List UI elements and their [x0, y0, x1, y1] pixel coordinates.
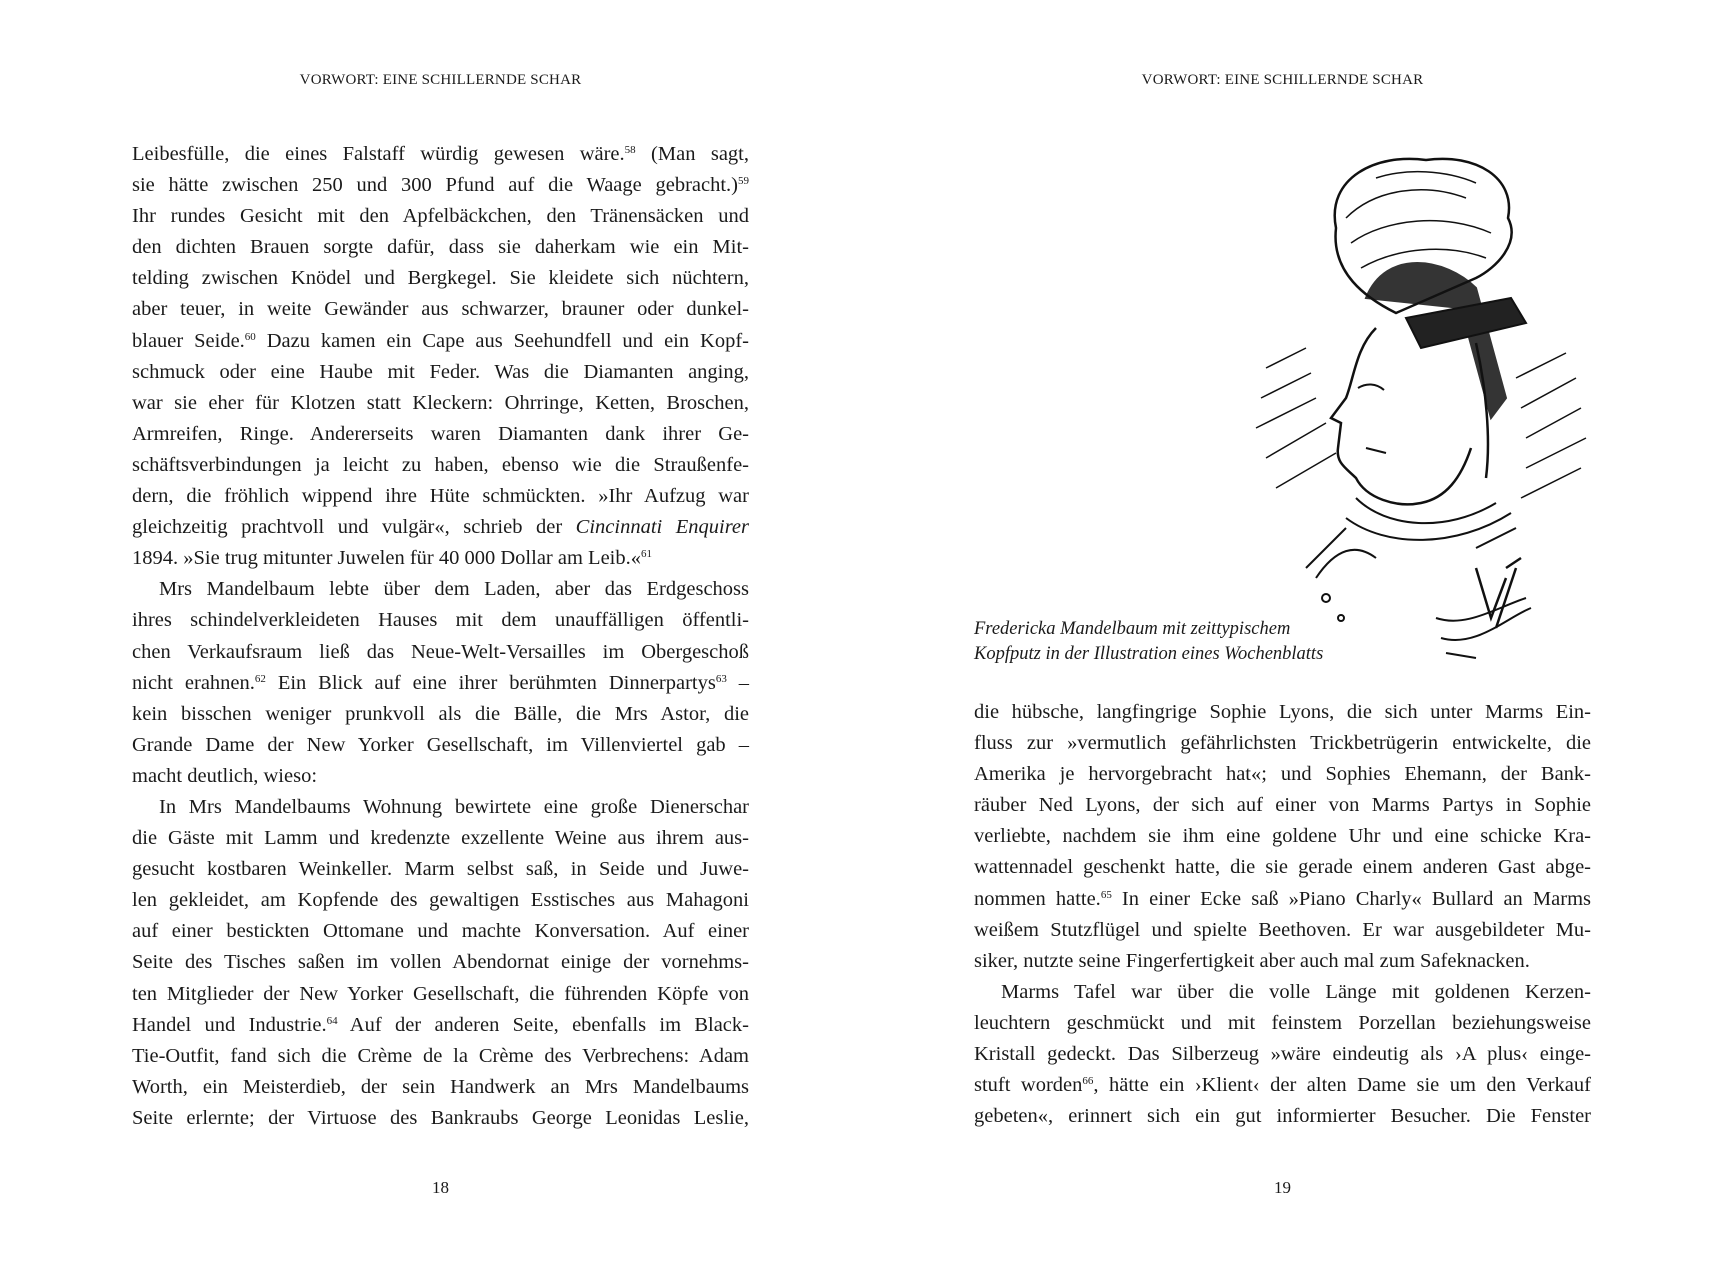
text-line: räuber Ned Lyons, der sich auf einer von Marms Partys in Sophie	[974, 794, 1591, 817]
text-line: fluss zur »vermutlich gefährlichsten Trickbetrügerin entwickelte, die	[974, 732, 1591, 755]
text-line: war sie eher für Klotzen statt Kleckern: Ohrringe, Ketten, Broschen,	[132, 391, 749, 414]
text-line: macht deutlich, wieso:	[132, 764, 318, 787]
text-line: Tie-Outfit, fand sich die Crème de la Crème des Verbrechens: Adam	[132, 1044, 749, 1067]
text-line: gesucht kostbaren Weinkeller. Marm selbst saß, in Seide und Juwe-	[132, 858, 749, 881]
text-line: ihres schindelverkleideten Hauses mit dem unauffälligen öffentli-	[132, 609, 749, 632]
text-line: aber teuer, in weite Gewänder aus schwarzer, brauner oder dunkel-	[132, 298, 749, 321]
text-line: schäftsverbindungen ja leicht zu haben, ebenso wie die Straußenfe-	[132, 453, 749, 476]
text-line: Amerika je hervorgebracht hat«; und Sophies Ehemann, der Bank-	[974, 763, 1591, 786]
text-line: stuft worden$^{66}$, hätte ein ›Klient‹ der alten Dame sie um den Verkauf	[974, 1074, 1591, 1097]
footnote-ref: 61	[641, 548, 652, 561]
page-number: 18	[432, 1178, 449, 1197]
caption-line: Kopfputz in der Illustration eines Wochenblatts	[974, 644, 1324, 664]
text-line: 1894. »Sie trug mitunter Juwelen für 40 000 Dollar am Leib.«$^{61}$	[132, 547, 652, 570]
text-line: nicht erahnen.$^{62}$ Ein Blick auf eine ihrer berühmten Dinnerpartys$^{63}$ –	[132, 671, 749, 694]
text-line: dern, die fröhlich wippend ihre Hüte schmückten. »Ihr Aufzug war	[132, 485, 749, 508]
text-line: ten Mitglieder der New Yorker Gesellschaft, die führenden Köpfe von	[132, 982, 749, 1005]
text-line: Kristall gedeckt. Das Silberzeug »wäre eindeutig als ›A plus‹ einge-	[974, 1043, 1591, 1066]
footnote-ref: 66	[1082, 1075, 1094, 1088]
footnote-ref: 63	[715, 672, 727, 685]
text-line: den dichten Brauen sorgte dafür, dass sie daherkam wie ein Mit-	[132, 236, 749, 259]
text-line: Grande Dame der New Yorker Gesellschaft, im Villenviertel gab –	[132, 733, 749, 756]
footnote-ref: 65	[1100, 888, 1112, 901]
text-line: Mrs Mandelbaum lebte über dem Laden, aber das Erdgeschoss	[159, 578, 749, 601]
text-line: Ihr rundes Gesicht mit den Apfelbäckchen, den Tränensäcken und	[132, 205, 749, 228]
text-line: Leibesfülle, die eines Falstaff würdig gewesen wäre.$^{58}$ (Man sagt,	[132, 143, 749, 165]
text-line: chen Verkaufsraum ließ das Neue-Welt-Versailles im Obergeschoß	[132, 640, 749, 663]
footnote-ref: 58	[624, 144, 636, 156]
text-line: gebeten«, erinnert sich ein gut informierter Besucher. Die Fenster	[974, 1105, 1591, 1128]
running-header: VORWORT: EINE SCHILLERNDE SCHAR	[1141, 72, 1424, 88]
text-line: nommen hatte.$^{65}$ In einer Ecke saß »Piano Charly« Bullard an Marms	[974, 887, 1591, 910]
text-line: die Gäste mit Lamm und kredenzte exzellente Weine aus ihrem aus-	[132, 827, 749, 850]
footnote-ref: 60	[244, 330, 256, 343]
running-header: VORWORT: EINE SCHILLERNDE SCHAR	[299, 72, 582, 88]
portrait-illustration	[1246, 148, 1592, 668]
caption-line: Fredericka Mandelbaum mit zeittypischem	[974, 619, 1291, 639]
text-line: schmuck oder eine Haube mit Feder. Was die Diamanten anging,	[132, 360, 749, 383]
text-line: die hübsche, langfingrige Sophie Lyons, die sich unter Marms Ein-	[974, 701, 1591, 723]
text-line: telding zwischen Knödel und Bergkegel. Sie kleidete sich nüchtern,	[132, 267, 749, 290]
text-line: kein bisschen weniger prunkvoll als die Bälle, die Mrs Astor, die	[132, 702, 749, 725]
text-line: blauer Seide.$^{60}$ Dazu kamen ein Cape aus Seehundfell und ein Kopf-	[132, 329, 749, 352]
text-line: Seite erlernte; der Virtuose des Bankraubs George Leonidas Leslie,	[132, 1106, 749, 1129]
text-line: Seite des Tisches saßen im vollen Abendornat einige der vornehms-	[132, 951, 749, 974]
text-line: len gekleidet, am Kopfende des gewaltigen Esstisches aus Mahagoni	[132, 889, 749, 912]
text-line: Worth, ein Meisterdieb, der sein Handwerk an Mrs Mandelbaums	[132, 1075, 749, 1098]
text-line: wattennadel geschenkt hatte, die sie gerade einem anderen Gast abge-	[974, 856, 1591, 879]
text-line: Handel und Industrie.$^{64}$ Auf der anderen Seite, ebenfalls im Black-	[132, 1013, 749, 1036]
footnote-ref: 64	[326, 1014, 338, 1027]
text-line: Armreifen, Ringe. Andererseits waren Diamanten dank ihrer Ge-	[132, 422, 749, 445]
body-text	[974, 697, 1591, 1132]
text-line: leuchtern geschmückt und mit feinstem Porzellan beziehungsweise	[974, 1011, 1591, 1034]
text-line: siker, nutzte seine Fingerfertigkeit aber auch mal zum Safeknacken.	[974, 949, 1530, 972]
text-line: gleichzeitig prachtvoll und vulgär«, schrieb der Cincinnati Enquirer	[132, 516, 749, 539]
body-text	[132, 139, 749, 1134]
footnote-ref: 62	[254, 672, 266, 685]
footnote-ref: 59	[738, 175, 749, 188]
text-line: weißem Stutzflügel und spielte Beethoven. Er war ausgebildeter Mu-	[974, 918, 1591, 941]
italic-title: Cincinnati Enquirer	[575, 516, 749, 539]
text-line: auf einer bestickten Ottomane und machte Konversation. Auf einer	[132, 920, 749, 943]
text-line: verliebte, nachdem sie ihm eine goldene Uhr und eine schicke Kra-	[974, 825, 1591, 848]
left-page	[132, 0, 749, 1270]
page-number: 19	[1274, 1178, 1291, 1197]
text-line: Marms Tafel war über die volle Länge mit goldenen Kerzen-	[1001, 980, 1591, 1003]
text-line: sie hätte zwischen 250 und 300 Pfund auf die Waage gebracht.)$^{59}$	[132, 174, 749, 197]
text-line: In Mrs Mandelbaums Wohnung bewirtete eine große Dienerschar	[159, 795, 749, 818]
